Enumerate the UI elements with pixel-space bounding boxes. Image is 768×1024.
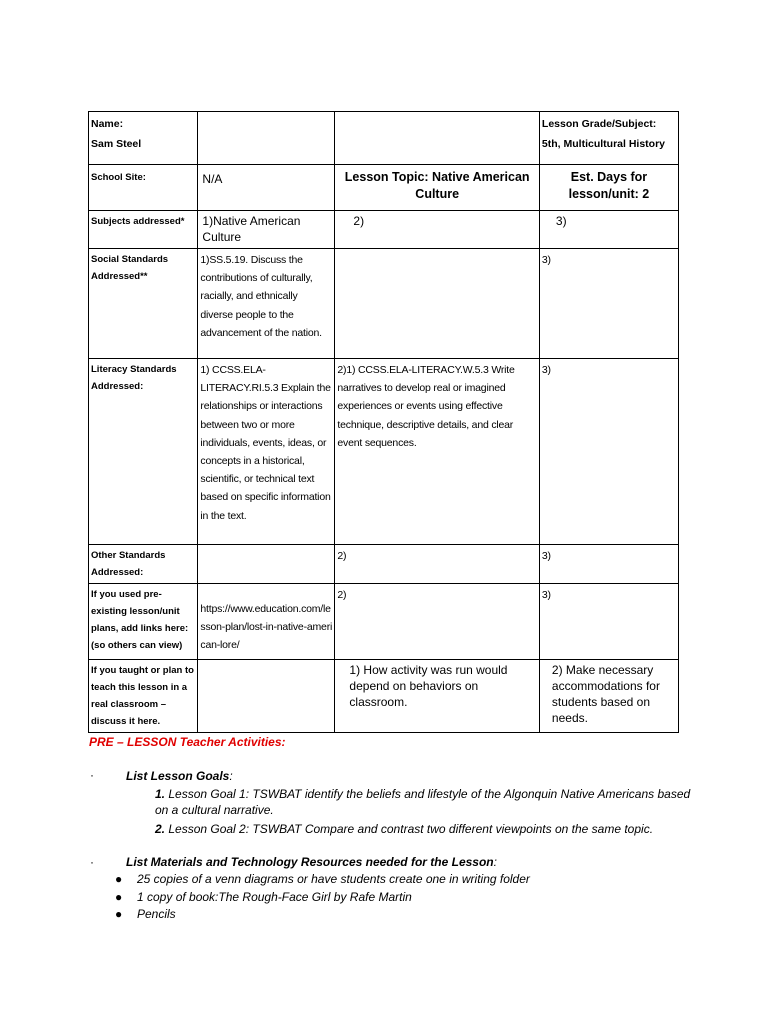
row-label-cell <box>89 211 198 249</box>
social-standard-3: 3) <box>541 254 551 266</box>
subject-1: 1)Native American Culture <box>202 214 301 244</box>
social-standard-2-cell <box>335 249 540 359</box>
preexisting-3-cell <box>539 584 678 660</box>
lesson-plan-table <box>88 111 679 733</box>
social-standard-1: 1)SS.5.19. Discuss the contributions of culturally, racially, and ethnically diverse people to the advancement of the nation. <box>200 254 322 339</box>
other-standard-2-cell <box>335 545 540 584</box>
preexisting-label: If you used pre-existing lesson/unit plans, add links here: (so others can view) <box>91 589 189 651</box>
est-days: Est. Days for lesson/unit: 2 <box>568 170 650 201</box>
literacy-standard-3-cell <box>539 359 678 545</box>
table-row <box>89 660 679 733</box>
est-days-cell <box>539 165 678 211</box>
goals-heading: List Lesson Goals <box>126 769 230 783</box>
lesson-goal-1 <box>155 786 695 818</box>
taught-3-cell <box>539 660 678 733</box>
literacy-standards-label: Literacy Standards Addressed: <box>91 364 177 392</box>
table-row <box>89 165 679 211</box>
literacy-standard-3: 3) <box>541 364 551 376</box>
material-3: Pencils <box>137 907 176 921</box>
materials-heading-line <box>126 855 497 869</box>
section-bullet: · <box>90 768 94 782</box>
literacy-standard-1-cell <box>198 359 335 545</box>
material-2: 1 copy of book:The Rough-Face Girl by Rafe Martin <box>137 890 412 904</box>
table-row <box>89 249 679 359</box>
taught-label: If you taught or plan to teach this lesson in a real classroom – discuss it here. <box>91 665 194 727</box>
school-site-value-cell <box>198 165 335 211</box>
section-bullet: · <box>90 855 94 869</box>
other-standards-label: Other Standards Addressed: <box>91 550 166 578</box>
empty-cell <box>335 112 540 165</box>
goal-text: Lesson Goal 2: TSWBAT Compare and contrast two different viewpoints on the same topic. <box>165 822 654 836</box>
taught-2: 1) How activity was run would depend on behaviors on classroom. <box>349 663 508 709</box>
pre-lesson-heading: PRE – LESSON Teacher Activities: <box>89 735 286 749</box>
empty-cell <box>198 112 335 165</box>
bullet-dot-icon: ● <box>115 872 123 886</box>
name-cell <box>89 112 198 165</box>
name-value: Sam Steel <box>91 138 142 150</box>
other-standard-1-cell <box>198 545 335 584</box>
subject-3: 3) <box>555 214 567 228</box>
table-row <box>89 545 679 584</box>
goal-text: Lesson Goal 1: TSWBAT identify the beliefs and lifestyle of the Algonquin Native Americans based on a cultural narrative. <box>155 787 691 817</box>
other-standard-3: 3) <box>541 550 551 562</box>
school-site-value: N/A <box>202 172 223 186</box>
row-label-cell <box>89 584 198 660</box>
social-standards-label: Social Standards Addressed** <box>91 254 169 282</box>
social-standard-3-cell <box>539 249 678 359</box>
goals-colon: : <box>229 769 233 783</box>
school-site-label: School Site: <box>91 172 146 183</box>
preexisting-2: 2) <box>337 589 347 601</box>
grade-label: Lesson Grade/Subject: <box>541 118 657 130</box>
table-row <box>89 584 679 660</box>
preexisting-3: 3) <box>541 589 551 601</box>
preexisting-link-cell <box>198 584 335 660</box>
subject-3-cell <box>539 211 678 249</box>
literacy-standard-2-cell <box>335 359 540 545</box>
goal-number: 1. <box>155 787 166 801</box>
table-row <box>89 359 679 545</box>
lesson-topic: Lesson Topic: Native American Culture <box>344 170 530 201</box>
lesson-topic-cell <box>335 165 540 211</box>
list-item <box>115 889 412 905</box>
preexisting-2-cell <box>335 584 540 660</box>
table-row <box>89 211 679 249</box>
taught-1-cell <box>198 660 335 733</box>
materials-colon: : <box>493 855 497 869</box>
row-label-cell <box>89 249 198 359</box>
grade-cell <box>539 112 678 165</box>
material-1: 25 copies of a venn diagrams or have students create one in writing folder <box>137 872 530 886</box>
taught-3: 2) Make necessary accommodations for students based on needs. <box>551 663 660 725</box>
row-label-cell <box>89 359 198 545</box>
subject-1-cell <box>198 211 335 249</box>
other-standard-3-cell <box>539 545 678 584</box>
preexisting-link[interactable]: https://www.education.com/lesson-plan/lost-in-native-american-lore/ <box>200 603 333 652</box>
row-label-cell <box>89 660 198 733</box>
list-item <box>115 871 530 887</box>
subject-2-cell <box>335 211 540 249</box>
lesson-goal-2 <box>155 821 695 837</box>
name-label: Name: <box>91 118 124 130</box>
grade-value: 5th, Multicultural History <box>541 138 666 150</box>
taught-2-cell <box>335 660 540 733</box>
materials-heading: List Materials and Technology Resources needed for the Lesson <box>126 855 494 869</box>
social-standard-1-cell <box>198 249 335 359</box>
literacy-standard-1: 1) CCSS.ELA-LITERACY.RI.5.3 Explain the relationships or interactions between two or more individuals, events, ideas, or concepts in a historical, scientific, or technical text based on specific information in the text. <box>200 364 331 522</box>
bullet-dot-icon: ● <box>115 907 123 921</box>
subject-2: 2) <box>353 214 365 228</box>
literacy-standard-2: 2)1) CCSS.ELA-LITERACY.W.5.3 Write narratives to develop real or imagined experiences or events using effective technique, descriptive details, and clear event sequences. <box>337 364 515 449</box>
goal-number: 2. <box>155 822 166 836</box>
subjects-label: Subjects addressed* <box>91 216 185 227</box>
row-label-cell <box>89 165 198 211</box>
table-row <box>89 112 679 165</box>
other-standard-2: 2) <box>337 550 347 562</box>
list-item <box>115 906 176 922</box>
row-label-cell <box>89 545 198 584</box>
goals-heading-line <box>126 769 233 783</box>
bullet-dot-icon: ● <box>115 890 123 904</box>
